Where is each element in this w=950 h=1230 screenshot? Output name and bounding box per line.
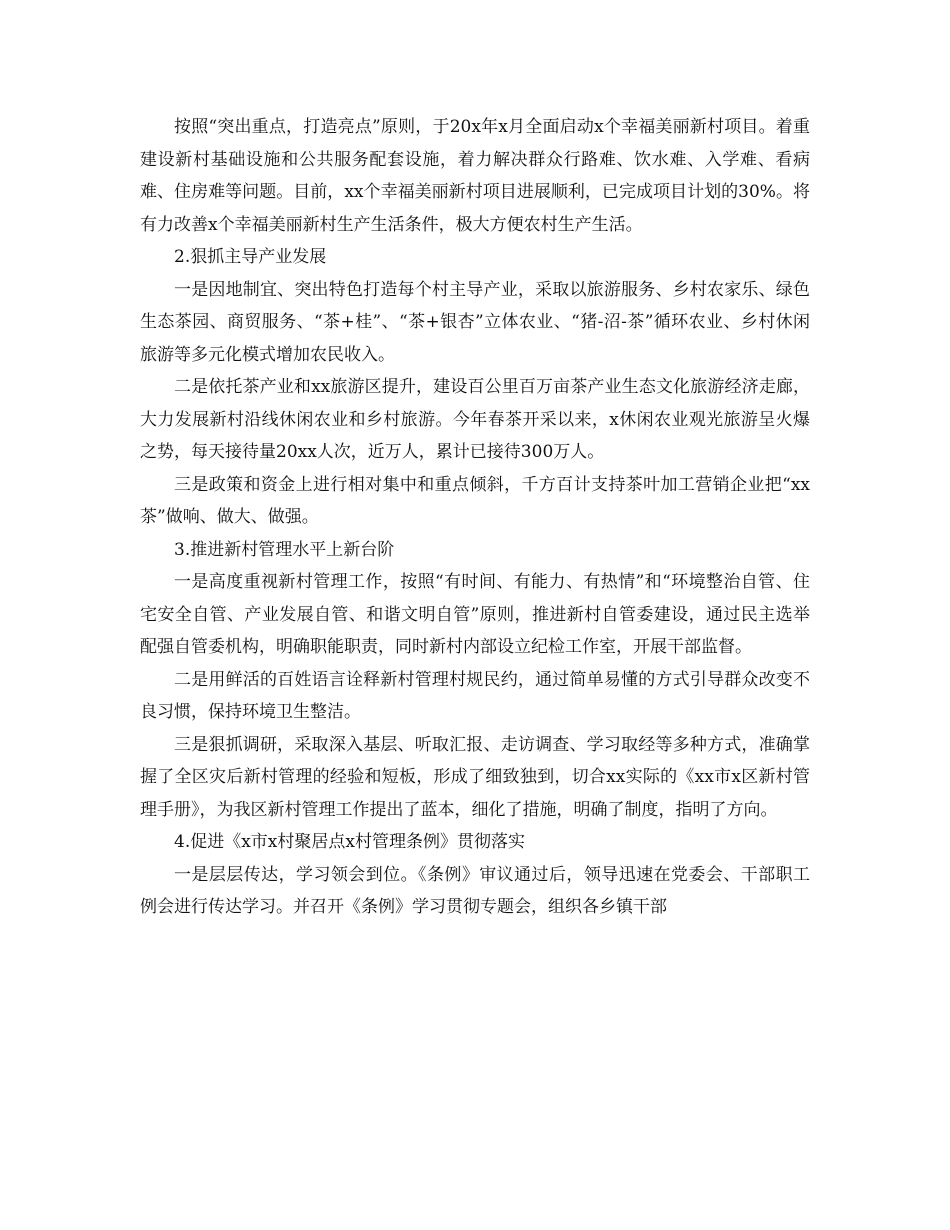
paragraph-regulation-first: 一是层层传达，学习领会到位。《条例》审议通过后，领导迅速在党委会、干部职工例会进行传达学习。并召开《条例》学习贯彻专题会，组织各乡镇干部 xyxy=(140,864,810,917)
paragraph-industry-first: 一是因地制宜、突出特色打造每个村主导产业，采取以旅游服务、乡村农家乐、绿色生态茶园、商贸服务、“茶+桂”、“茶+银杏”立体农业、“猪-沼-茶”循环农业、乡村休闲旅游等多元化模式增加农民收入。 xyxy=(140,279,810,365)
paragraph-industry-third: 三是政策和资金上进行相对集中和重点倾斜，千方百计支持茶叶加工营销企业把“xx茶”做响、做大、做强。 xyxy=(140,474,810,527)
paragraph-management-third: 三是狠抓调研，采取深入基层、听取汇报、走访调查、学习取经等多种方式，准确掌握了全区灾后新村管理的经验和短板，形成了细致独到，切合xx实际的《xx市x区新村管理手册》，为我区新村管理工作提出了蓝本，细化了措施，明确了制度，指明了方向。 xyxy=(140,734,810,820)
paragraph-village-projects: 按照“突出重点，打造亮点”原则，于20x年x月全面启动x个幸福美丽新村项目。着重建设新村基础设施和公共服务配套设施，着力解决群众行路难、饮水难、入学难、看病难、住房难等问题。目前，xx个幸福美丽新村项目进展顺利，已完成项目计划的30%。将有力改善x个幸福美丽新村生产生活条件，极大方便农村生产生活。 xyxy=(140,117,810,235)
heading-industry-development: 2.狠抓主导产业发展 xyxy=(174,247,327,267)
heading-village-management: 3.推进新村管理水平上新台阶 xyxy=(174,539,395,560)
paragraph-industry-second: 二是依托茶产业和xx旅游区提升，建设百公里百万亩茶产业生态文化旅游经济走廊，大力发展新村沿线休闲农业和乡村旅游。今年春茶开采以来，x休闲农业观光旅游呈火爆之势，每天接待量20xx人次，近万人，累计已接待300万人。 xyxy=(140,377,810,462)
paragraph-management-second: 二是用鲜活的百姓语言诠释新村管理村规民约，通过简单易懂的方式引导群众改变不良习惯，保持环境卫生整洁。 xyxy=(140,669,810,722)
heading-regulation-implementation: 4.促进《x市x村聚居点x村管理条例》贯彻落实 xyxy=(174,832,525,852)
document-page xyxy=(140,111,810,924)
paragraph-management-first: 一是高度重视新村管理工作，按照“有时间、有能力、有热情”和“环境整治自管、住宅安全自管、产业发展自管、和谐文明自管”原则，推进新村自管委建设，通过民主选举配强自管委机构，明确职能职责，同时新村内部设立纪检工作室，开展干部监督。 xyxy=(140,572,810,657)
